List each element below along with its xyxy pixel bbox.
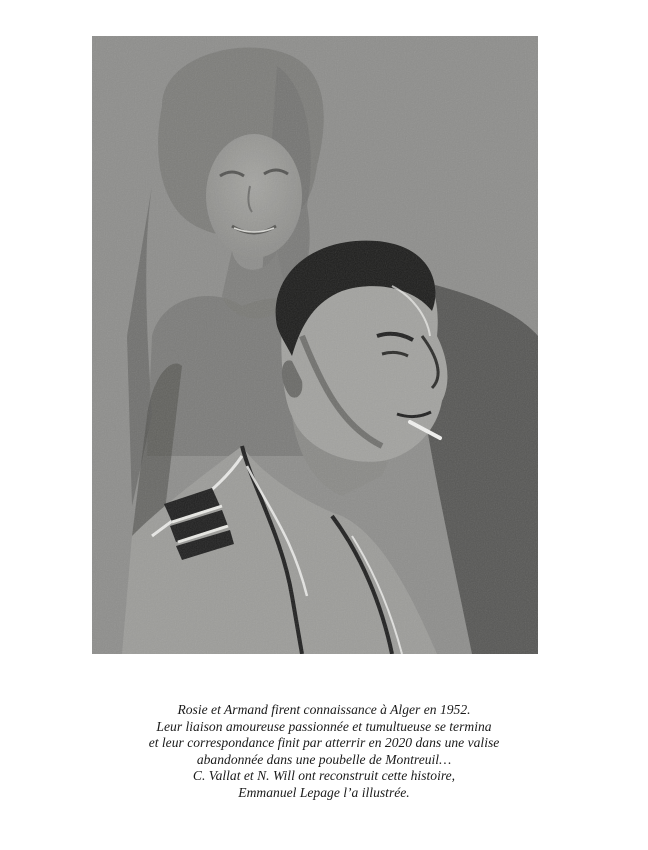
caption-line: Rosie et Armand firent connaissance à Alger en 1952.: [177, 702, 471, 717]
caption-line: Emmanuel Lepage l’a illustrée.: [238, 784, 410, 800]
illustration-caption: [64, 702, 584, 802]
caption-line: C. Vallat et N. Will ont reconstruit cette histoire,: [192, 768, 456, 784]
caption-line: Leur liaison amoureuse passionnée et tumultueuse se termina: [156, 718, 492, 734]
caption-line: et leur correspondance finit par atterrir en 2020 dans une valise: [148, 735, 500, 751]
caption-line: abandonnée dans une poubelle de Montreuil…: [196, 751, 452, 767]
charcoal-portrait-illustration: [92, 36, 538, 654]
portrait-drawing: [92, 36, 538, 654]
